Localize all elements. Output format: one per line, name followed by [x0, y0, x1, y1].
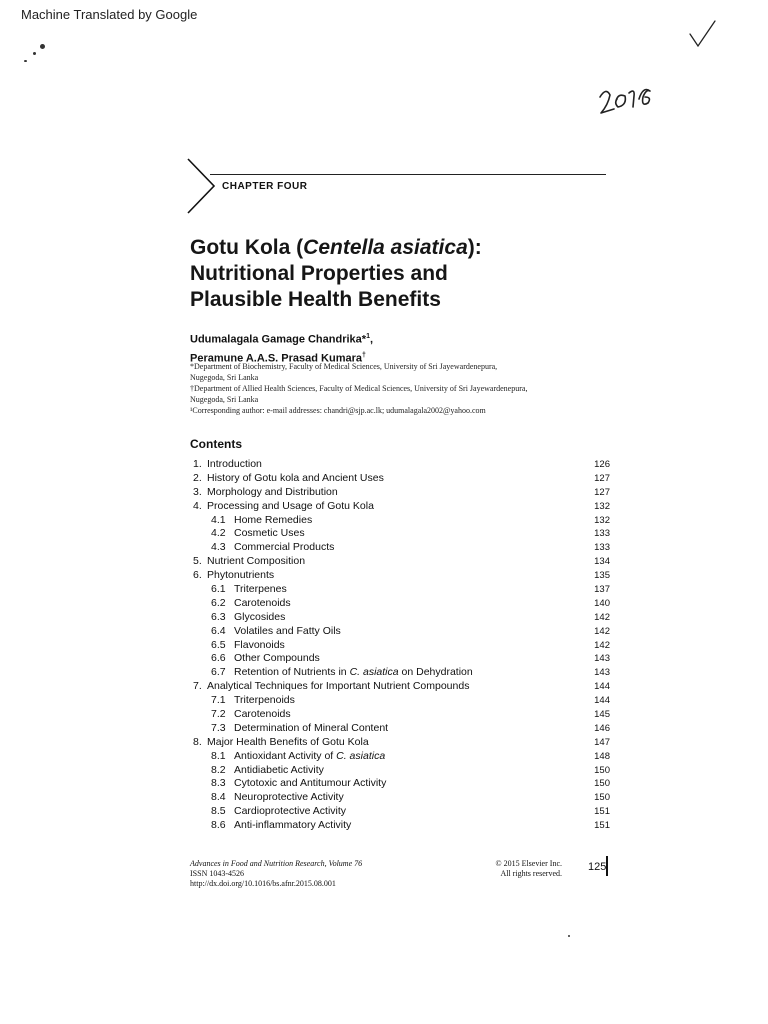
toc-entry[interactable] — [193, 611, 610, 625]
toc-entry[interactable] — [193, 458, 610, 472]
toc-page: 151 — [594, 820, 610, 832]
toc-entry[interactable] — [193, 722, 610, 736]
toc-entry[interactable] — [193, 583, 610, 597]
toc-entry[interactable] — [193, 527, 610, 541]
toc-page: 127 — [594, 486, 610, 498]
toc-number: 3. — [193, 485, 202, 498]
toc-number: 6.6 — [211, 652, 226, 665]
toc-label: Triterpenoids — [234, 694, 295, 707]
toc-entry[interactable] — [193, 625, 610, 639]
footer-publication-info — [190, 859, 362, 889]
toc-page: 134 — [594, 556, 610, 568]
toc-page: 150 — [594, 764, 610, 776]
toc-page: 140 — [594, 597, 610, 609]
toc-page: 144 — [594, 681, 610, 693]
toc-number: 7.3 — [211, 721, 226, 734]
toc-entry[interactable] — [193, 597, 610, 611]
handwritten-checkmark-icon — [688, 20, 718, 48]
toc-page: 133 — [594, 542, 610, 554]
toc-number: 2. — [193, 471, 202, 484]
footer-copyright — [478, 859, 562, 879]
page-number: 125 — [588, 861, 607, 873]
toc-number: 8.6 — [211, 819, 226, 832]
toc-number: 6.5 — [211, 638, 226, 651]
affiliations — [190, 361, 610, 416]
scan-speck — [24, 60, 27, 62]
toc-label: Volatiles and Fatty Oils — [234, 624, 341, 637]
toc-label: Neuroprotective Activity — [234, 791, 344, 804]
toc-page: 142 — [594, 639, 610, 651]
toc-page: 143 — [594, 667, 610, 679]
toc-number: 8.1 — [211, 749, 226, 762]
toc-number: 7.2 — [211, 708, 226, 721]
toc-number: 6.2 — [211, 596, 226, 609]
toc-label: Carotenoids — [234, 708, 291, 721]
toc-number: 8.5 — [211, 805, 226, 818]
handwritten-year-annotation — [598, 83, 654, 119]
toc-entry[interactable] — [193, 472, 610, 486]
toc-page: 147 — [594, 736, 610, 748]
toc-label: Major Health Benefits of Gotu Kola — [207, 735, 369, 748]
toc-number: 6.7 — [211, 666, 226, 679]
toc-entry[interactable] — [193, 777, 610, 791]
affiliation-line: Nugegoda, Sri Lanka — [190, 395, 259, 404]
toc-entry[interactable] — [193, 652, 610, 666]
toc-number: 4. — [193, 499, 202, 512]
toc-entry[interactable] — [193, 500, 610, 514]
toc-entry[interactable] — [193, 680, 610, 694]
affiliation-line: †Department of Allied Health Sciences, Faculty of Medical Sciences, University of Sri Jayewardenepura, — [190, 384, 528, 393]
toc-label: Flavonoids — [234, 638, 285, 651]
toc-page: 142 — [594, 625, 610, 637]
toc-number: 7.1 — [211, 694, 226, 707]
toc-page: 144 — [594, 695, 610, 707]
toc-page: 150 — [594, 778, 610, 790]
toc-label: Carotenoids — [234, 596, 291, 609]
title-line-3: Plausible Health Benefits — [190, 288, 441, 311]
toc-label: Retention of Nutrients in C. asiatica on Dehydration — [234, 666, 473, 679]
toc-entry[interactable] — [193, 486, 610, 500]
toc-label: Antidiabetic Activity — [234, 763, 324, 776]
toc-number: 4.3 — [211, 541, 226, 554]
toc-page: 137 — [594, 584, 610, 596]
toc-page: 142 — [594, 611, 610, 623]
author-1: Udumalagala Gamage Chandrika*$^1$, — [190, 333, 374, 346]
toc-label: Processing and Usage of Gotu Kola — [207, 499, 374, 512]
toc-label: Antioxidant Activity of C. asiatica — [234, 749, 386, 762]
journal-name: Advances in Food and Nutrition Research, Volume 76 — [190, 859, 363, 868]
toc-label: Cardioprotective Activity — [234, 805, 347, 818]
title-line-2: Nutritional Properties and — [190, 262, 448, 285]
affiliation-line: *Department of Biochemistry, Faculty of Medical Sciences, University of Sri Jayewardenepura, — [190, 362, 498, 371]
toc-number: 8.3 — [211, 777, 226, 790]
toc-label: Morphology and Distribution — [207, 485, 338, 498]
toc-page: 150 — [594, 792, 610, 804]
toc-entry[interactable] — [193, 639, 610, 653]
toc-entry[interactable] — [193, 805, 610, 819]
toc-entry[interactable] — [193, 764, 610, 778]
toc-number: 4.1 — [211, 513, 226, 526]
toc-page: 148 — [594, 750, 610, 762]
toc-label: History of Gotu kola and Ancient Uses — [207, 471, 384, 484]
toc-page: 133 — [594, 528, 610, 540]
toc-entry[interactable] — [193, 819, 610, 833]
doi-link[interactable]: http://dx.doi.org/10.1016/bs.afnr.2015.08.001 — [190, 879, 336, 888]
toc-entry[interactable] — [193, 555, 610, 569]
toc-number: 6.3 — [211, 610, 226, 623]
issn: ISSN 1043-4526 — [190, 869, 245, 878]
toc-label: Analytical Techniques for Important Nutrient Compounds — [207, 680, 470, 693]
toc-entry[interactable] — [193, 750, 610, 764]
copyright: © 2015 Elsevier Inc. — [495, 859, 562, 868]
toc-label: Cytotoxic and Antitumour Activity — [234, 777, 387, 790]
toc-entry[interactable] — [193, 514, 610, 528]
toc-entry[interactable] — [193, 736, 610, 750]
toc-page: 127 — [594, 472, 610, 484]
toc-label: Nutrient Composition — [207, 555, 306, 568]
toc-page: 143 — [594, 653, 610, 665]
toc-number: 8. — [193, 735, 202, 748]
chapter-title — [190, 235, 590, 313]
chapter-chevron-icon — [186, 157, 216, 215]
toc-label: Introduction — [207, 458, 262, 470]
toc-page: 126 — [594, 459, 610, 470]
scan-speck — [568, 935, 570, 937]
toc-page: 132 — [594, 514, 610, 526]
toc-label: Commercial Products — [234, 541, 335, 554]
toc-number: 8.2 — [211, 763, 226, 776]
corresponding-author: ¹Corresponding author: e-mail addresses: chandri@sjp.ac.lk; udumalagala2002@yahoo.com — [190, 406, 486, 415]
toc-label: Cosmetic Uses — [234, 527, 305, 540]
toc-entry[interactable] — [193, 694, 610, 708]
toc-label: Glycosides — [234, 610, 286, 623]
toc-number: 8.4 — [211, 791, 226, 804]
chapter-header-rule — [210, 174, 606, 175]
scan-speck — [33, 52, 36, 55]
toc-number: 6.1 — [211, 583, 226, 596]
toc-label: Triterpenes — [234, 583, 287, 596]
chapter-label: CHAPTER FOUR — [222, 181, 308, 192]
rights: All rights reserved. — [500, 869, 562, 878]
toc-label: Home Remedies — [234, 513, 313, 526]
toc-page: 135 — [594, 570, 610, 582]
toc-number: 5. — [193, 555, 202, 568]
toc-label: Anti-inflammatory Activity — [234, 819, 352, 832]
toc-page: 146 — [594, 722, 610, 734]
affiliation-line: Nugegoda, Sri Lanka — [190, 373, 259, 382]
title-line-1: Gotu Kola (Centella asiatica): — [190, 236, 482, 259]
toc-label: Determination of Mineral Content — [234, 721, 389, 734]
toc-number: 6.4 — [211, 624, 226, 637]
toc-entry[interactable] — [193, 791, 610, 805]
contents-heading: Contents — [190, 437, 242, 451]
toc-label: Phytonutrients — [207, 569, 275, 582]
toc-number: 6. — [193, 569, 202, 582]
page-number-bar — [606, 856, 608, 876]
toc-label: Other Compounds — [234, 652, 320, 665]
toc-number: 4.2 — [211, 527, 226, 540]
machine-translation-banner: Machine Translated by Google — [21, 7, 198, 22]
toc-number: 7. — [193, 680, 202, 693]
toc-entry[interactable] — [193, 569, 610, 583]
toc-page: 145 — [594, 709, 610, 721]
toc-entry[interactable] — [193, 666, 610, 680]
toc-page: 151 — [594, 806, 610, 818]
toc-page: 132 — [594, 500, 610, 512]
table-of-contents — [193, 458, 610, 833]
author-2: Peramune A.A.S. Prasad Kumara† — [190, 351, 366, 365]
scan-speck — [40, 44, 45, 49]
toc-number: 1. — [193, 458, 202, 470]
toc-entry[interactable] — [193, 708, 610, 722]
toc-entry[interactable] — [193, 541, 610, 555]
